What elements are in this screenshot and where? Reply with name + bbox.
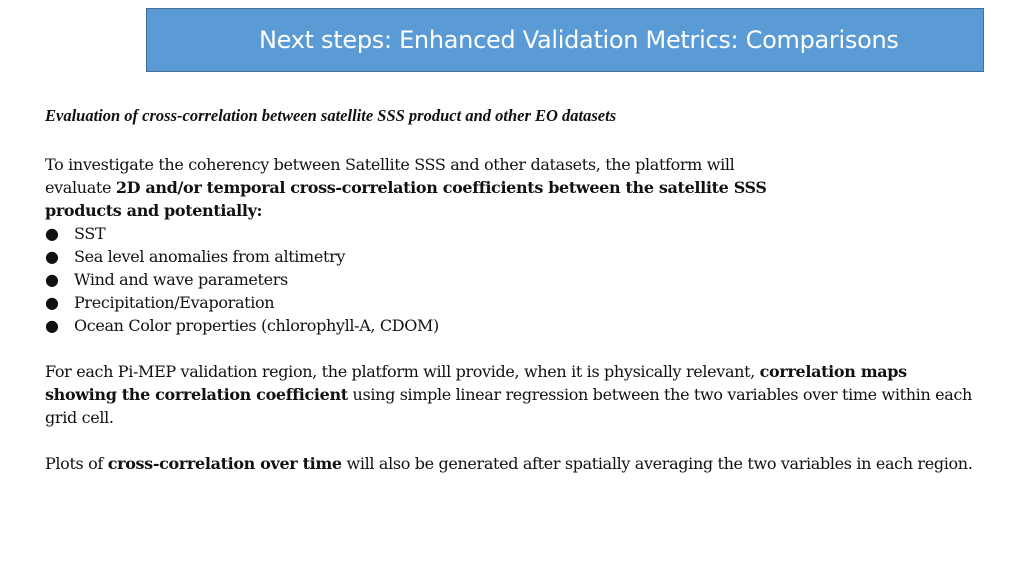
intro-paragraph (45, 153, 805, 222)
correlation-maps-paragraph (45, 360, 980, 429)
paragraph3-text-end: will also be generated after spatially averaging the two variables in each region. (341, 454, 973, 473)
cross-correlation-paragraph (45, 452, 980, 475)
slide-body (45, 153, 980, 475)
list-item (45, 314, 980, 337)
paragraph2-text-start: For each Pi-MEP validation region, the platform will provide, when it is physically relevant, (45, 362, 760, 381)
bullet-icon: ● (45, 293, 59, 312)
dataset-list (45, 222, 980, 337)
intro-text: To investigate the coherency between Satellite SSS and other datasets, the platform will evaluate (45, 155, 735, 197)
title-banner (146, 8, 984, 72)
list-item (45, 222, 980, 245)
list-item-text: Sea level anomalies from altimetry (74, 247, 346, 266)
paragraph3-text-start: Plots of (45, 454, 108, 473)
spacer (45, 337, 980, 360)
spacer (45, 429, 980, 452)
paragraph2-text-end: using simple linear regression between the two variables over time within each grid cell. (45, 385, 973, 427)
list-item (45, 245, 980, 268)
intro-bold-text: 2D and/or temporal cross-correlation coefficients between the satellite SSS products and potentially: (45, 178, 767, 220)
bullet-icon: ● (45, 247, 59, 266)
section-subheading: Evaluation of cross-correlation between satellite SSS product and other EO datasets (45, 106, 617, 125)
list-item (45, 268, 980, 291)
paragraph3-bold-text: cross-correlation over time (107, 454, 342, 473)
bullet-icon: ● (45, 270, 59, 289)
list-item-text: Wind and wave parameters (74, 270, 288, 289)
bullet-icon: ● (45, 224, 59, 243)
list-item (45, 291, 980, 314)
slide-title: Next steps: Enhanced Validation Metrics: Comparisons (259, 26, 899, 54)
list-item-text: Precipitation/Evaporation (74, 293, 275, 312)
list-item-text: SST (74, 224, 106, 243)
bullet-icon: ● (45, 316, 59, 335)
paragraph2-bold-text: correlation maps showing the correlation coefficient (45, 362, 907, 404)
list-item-text: Ocean Color properties (chlorophyll-A, CDOM) (74, 316, 439, 335)
